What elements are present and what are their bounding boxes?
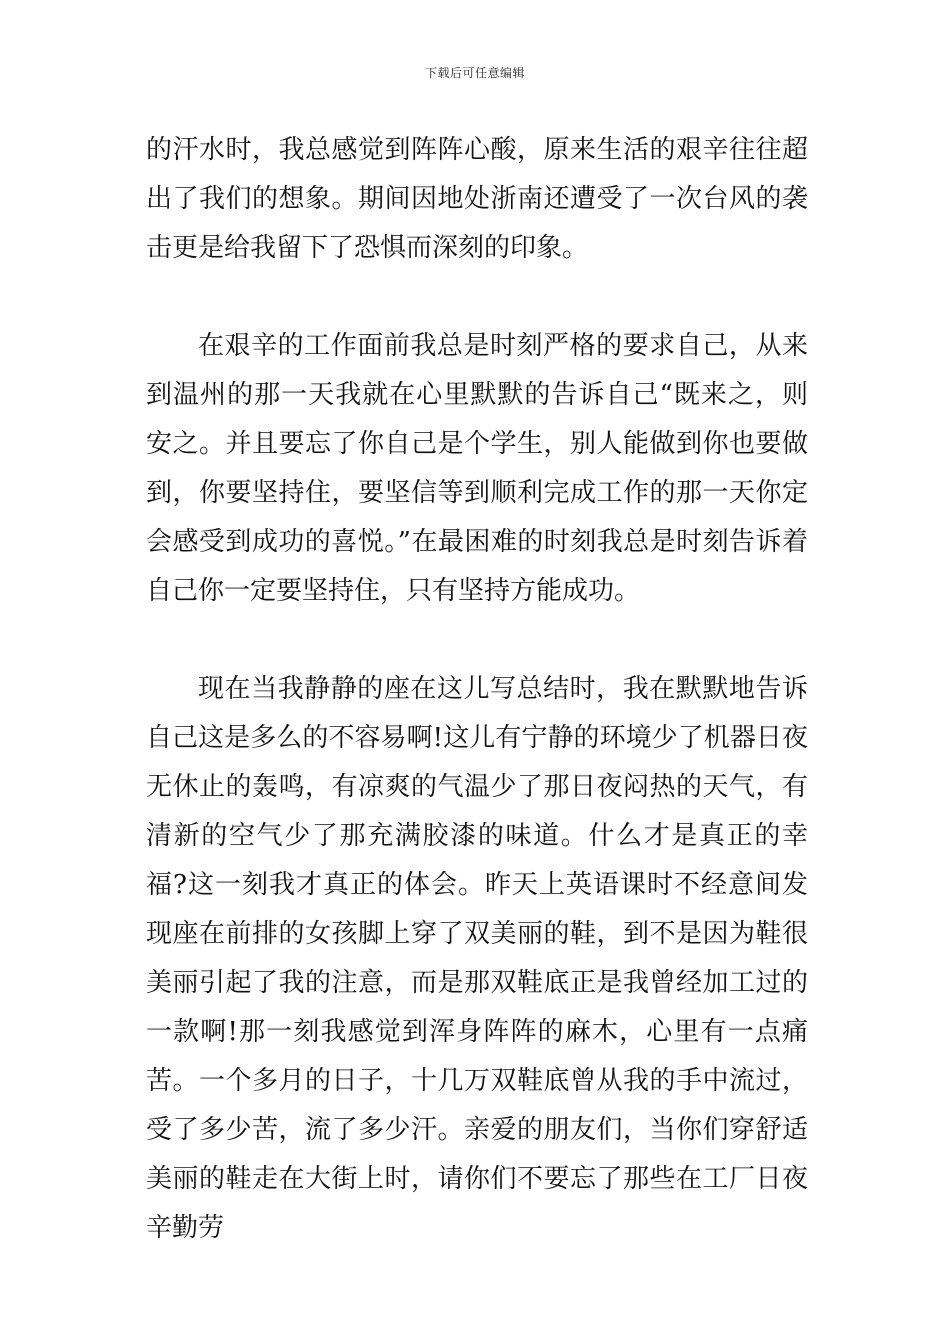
page-header: 下载后可任意编辑	[424, 66, 525, 80]
paragraph-reflection: 现在当我静静的座在这儿写总结时，我在默默地告诉自己这是多么的不容易啊!这儿有宁静的环境少了机器日夜无休止的轰鸣，有凉爽的气温少了那日夜闷热的天气，有清新的空气少了那充满胶漆的味道。什么才是真正的幸福?这一刻我才真正的体会。昨天上英语课时不经意间发现座在前排的女孩脚上穿了双美丽的鞋，到不是因为鞋很美丽引起了我的注意，而是那双鞋底正是我曾经加工过的一款啊!那一刻我感觉到浑身阵阵的麻木，心里有一点痛苦。一个多月的日子，十几万双鞋底曾从我的手中流过，受了多少苦，流了多少汗。亲爱的朋友们，当你们穿舒适美丽的鞋走在大街上时，请你们不要忘了那些在工厂日夜辛勤劳	[146, 674, 808, 1243]
document-body	[146, 126, 808, 1253]
paragraph-persistence: 在艰辛的工作面前我总是时刻严格的要求自己，从来到温州的那一天我就在心里默默的告诉自己“既来之，则安之。并且要忘了你自己是个学生，别人能做到你也要做到，你要坚持住，要坚信等到顺利完成工作的那一天你定会感受到成功的喜悦。”在最困难的时刻我总是时刻告诉着自己你一定要坚持住，只有坚持方能成功。	[146, 331, 808, 606]
paragraph-continuation: 的汗水时，我总感觉到阵阵心酸，原来生活的艰辛往往超出了我们的想象。期间因地处浙南还遭受了一次台风的袭击更是给我留下了恐惧而深刻的印象。	[146, 135, 808, 263]
